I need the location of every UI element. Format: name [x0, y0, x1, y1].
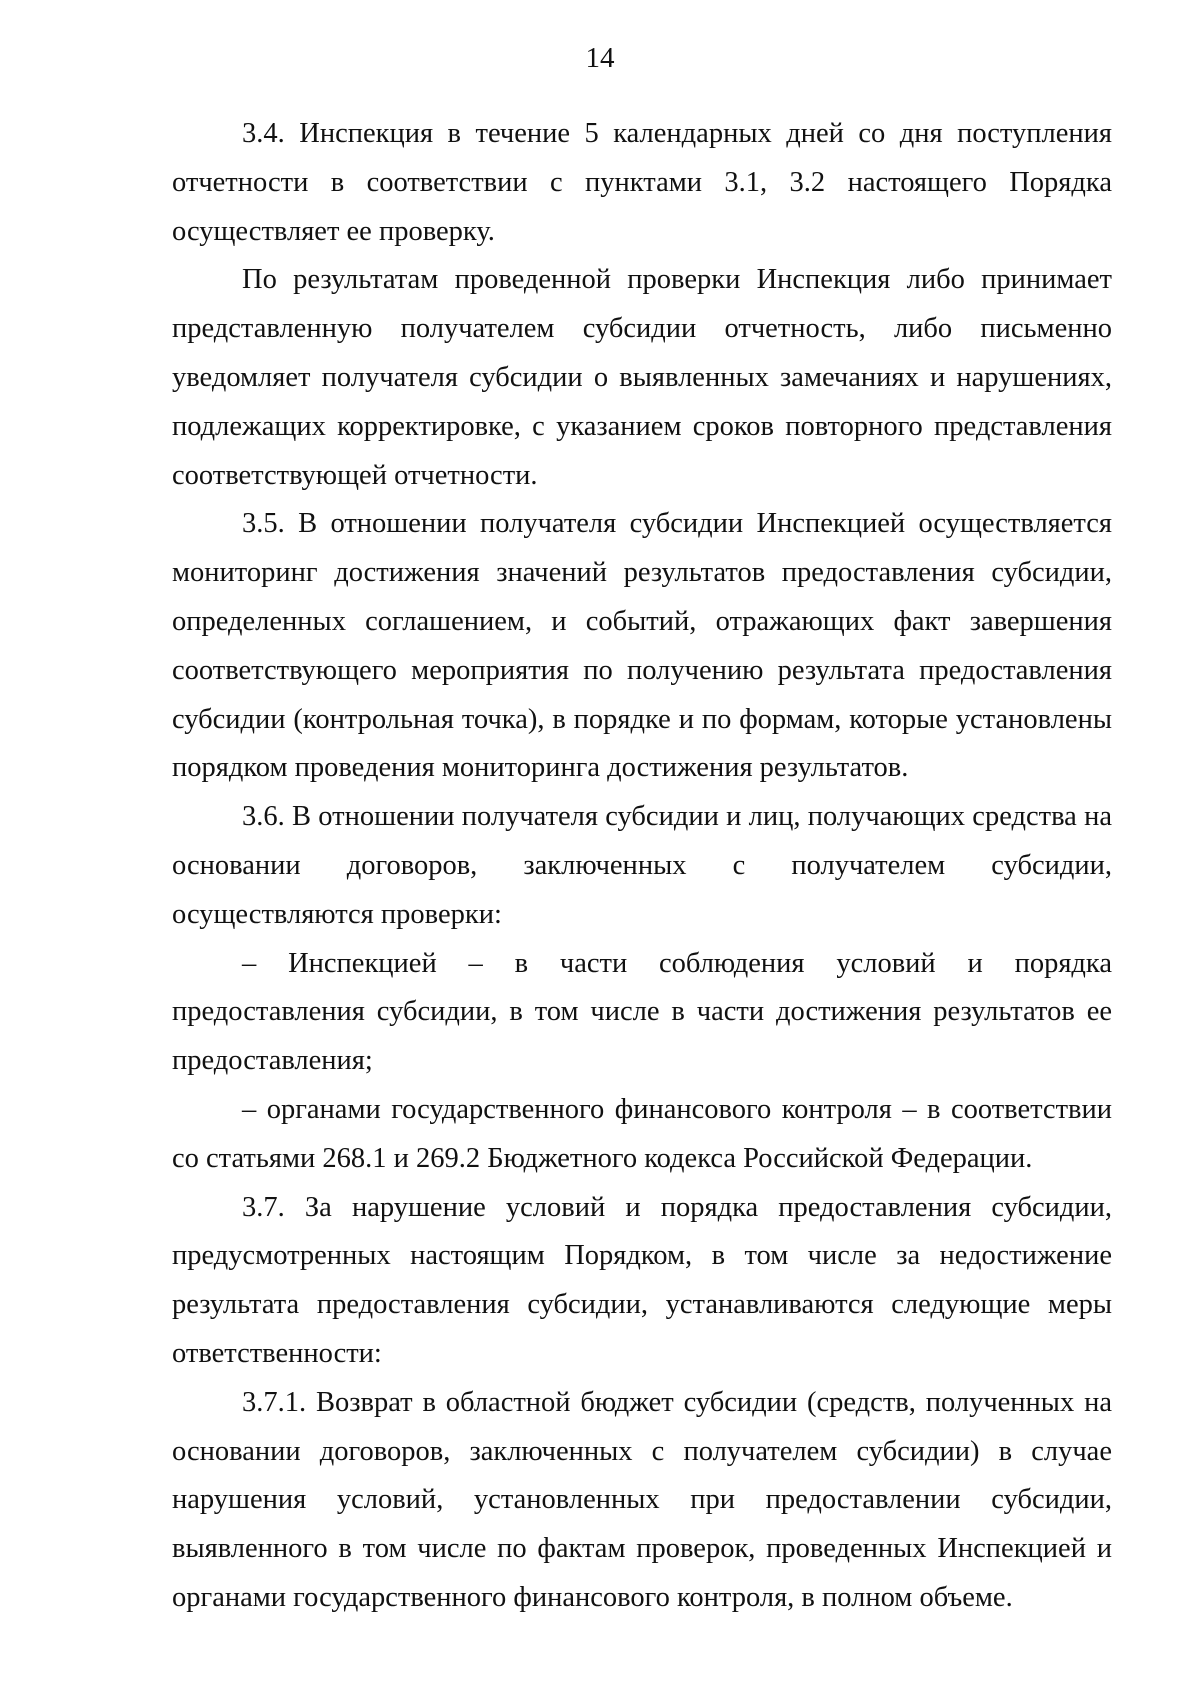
- paragraph-3-7-1: 3.7.1. Возврат в областной бюджет субсидии (средств, полученных на основании договоров, заключенных с получателем субсидии) в случае нарушения условий, установленных при предоставлении субсидии, выявленного в том числе по фактам проверок, проведенных Инспекцией и органами государственного финансового контроля, в полном объеме.: [172, 1386, 1112, 1613]
- paragraph-3-6: 3.6. В отношении получателя субсидии и лиц, получающих средства на основании договоров, заключенных с получателем субсидии, осуществляются проверки:: [172, 801, 1112, 930]
- paragraph-inspection-results: По результатам проведенной проверки Инспекция либо принимает представленную получателем субсидии отчетность, либо письменно уведомляет получателя субсидии о выявленных замечаниях и нарушениях, подлежащих корректировке, с указанием сроков повторного представления соответствующей отчетности.: [172, 264, 1112, 491]
- paragraph-3-4: 3.4. Инспекция в течение 5 календарных дней со дня поступления отчетности в соответствии с пунктами 3.1, 3.2 настоящего Порядка осуществляет ее проверку.: [172, 118, 1112, 247]
- list-item-inspection: – Инспекцией – в части соблюдения условий и порядка предоставления субсидии, в том числе в части достижения результатов ее предоставления;: [172, 947, 1112, 1077]
- list-item-financial-control: – органами государственного финансового контроля – в соответствии со статьями 268.1 и 269.2 Бюджетного кодекса Российской Федерации.: [172, 1093, 1112, 1174]
- page-number: 14: [585, 42, 615, 74]
- document-body: [172, 110, 1112, 1623]
- paragraph-3-7: 3.7. За нарушение условий и порядка предоставления субсидии, предусмотренных настоящим Порядком, в том числе за недостижение результата предоставления субсидии, устанавливаются следующие меры ответственности:: [172, 1191, 1112, 1369]
- paragraph-3-5: 3.5. В отношении получателя субсидии Инспекцией осуществляется мониторинг достижения значений результатов предоставления субсидии, определенных соглашением, и событий, отражающих факт завершения соответствующего мероприятия по получению результата предоставления субсидии (контрольная точка), в порядке и по формам, которые установлены порядком проведения мониторинга достижения результатов.: [172, 508, 1112, 784]
